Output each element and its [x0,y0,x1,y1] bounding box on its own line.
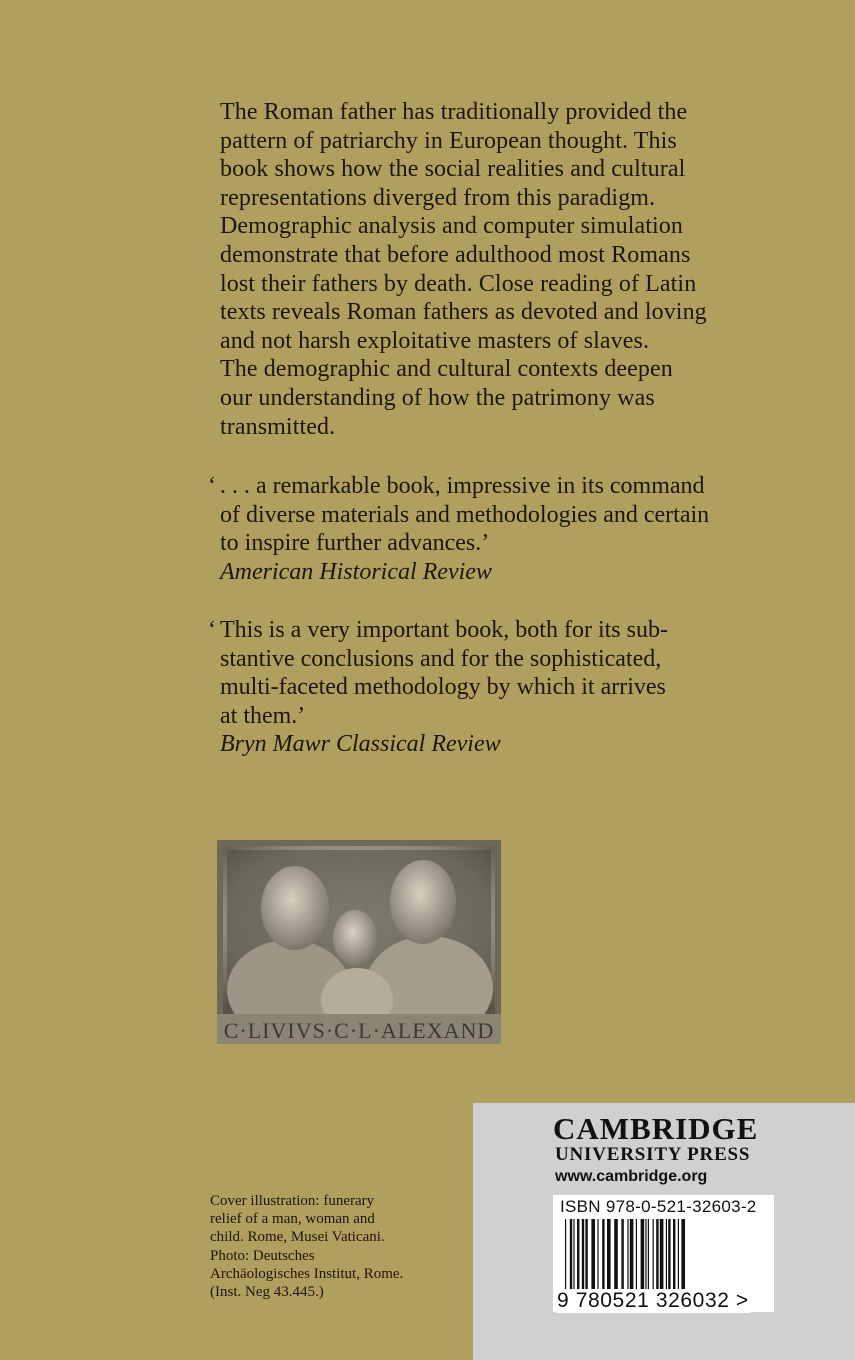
barcode-bar [666,1219,667,1291]
relief-illustration [217,840,501,1044]
review-source: American Historical Review [220,558,492,585]
review-quote-2 [208,616,760,759]
review-line: This is a very important book, both for its sub- [220,617,668,643]
barcode-bar [565,1219,566,1291]
publisher-panel [473,1103,855,1360]
cover-relief-photo [217,840,501,1044]
caption-line: (Inst. Neg 43.445.) [210,1284,324,1301]
cover-caption [210,1192,450,1301]
blurb-line: pattern of patriarchy in European thought. This [220,127,677,154]
barcode-bar [582,1219,584,1291]
review-line: to inspire further advances.’ [220,530,490,557]
caption-line: child. Rome, Musei Vaticani. [210,1229,385,1246]
woman-head [390,860,456,944]
barcode-bar [668,1219,670,1291]
barcode [553,1195,774,1312]
barcode-bar [656,1219,658,1291]
blurb-line: The demographic and cultural contexts deepen [220,356,673,383]
review-line: stantive conclusions and for the sophisticated, [220,645,662,672]
review-source: Bryn Mawr Classical Review [220,731,501,758]
barcode-bar [591,1219,595,1291]
review-line: at them.’ [220,702,306,729]
barcode-bar [678,1219,679,1291]
publisher-name: CAMBRIDGE [553,1111,759,1146]
man-head [261,866,329,950]
publisher-url: www.cambridge.org [555,1168,708,1185]
barcode-bar [673,1219,675,1291]
caption-line: Archäologisches Institut, Rome. [210,1265,404,1282]
blurb-line: texts reveals Roman fathers as devoted and loving [220,299,707,326]
barcode-bar [573,1219,574,1291]
blurb-line: our understanding of how the patrimony was [220,384,655,411]
barcode-bar [614,1219,618,1291]
barcode-bar [585,1219,587,1291]
quote-open-mark: ‘ [208,473,216,499]
blurb-line: transmitted. [220,413,336,440]
caption-line: Photo: Deutsches [210,1247,315,1264]
barcode-bar [636,1219,637,1291]
relief-inscription: C·LIVIVS·C·L·ALEXAND [223,1018,495,1043]
barcode-bar [570,1219,572,1291]
barcode-bar [660,1219,664,1291]
blurb-line: book shows how the social realities and cultural [220,156,686,183]
barcode-bar [641,1219,645,1291]
blurb-line: demonstrate that before adulthood most Romans [220,241,691,268]
barcode-bar [645,1219,646,1291]
review-quote-1 [208,472,760,586]
blurb-line: and not harsh exploitative masters of slaves. [220,327,650,354]
publisher-subtitle: UNIVERSITY PRESS [555,1144,751,1165]
barcode-bar [602,1219,604,1291]
barcode-bar [630,1219,634,1291]
review-line: . . . a remarkable book, impressive in its command [220,473,705,499]
caption-line: Cover illustration: funerary [210,1193,375,1209]
barcode-bar [621,1219,623,1291]
barcode-bar [681,1219,685,1291]
isbn-label: ISBN 978-0-521-32603-2 [560,1197,757,1216]
child-head [333,910,377,966]
blurb-line: lost their fathers by death. Close reading of Latin [220,270,697,297]
barcode-bar [577,1219,579,1291]
barcode-bar [607,1219,611,1291]
barcode-bar [653,1219,654,1291]
blurb [220,98,740,441]
barcode-bar [627,1219,628,1291]
ean-digits: 9 780521 326032 > [557,1289,749,1312]
blurb-line: representations diverged from this paradigm. [220,184,656,211]
caption-line: relief of a man, woman and [210,1211,375,1228]
review-line: of diverse materials and methodologies and certain [220,501,710,528]
barcode-bar [597,1219,598,1291]
blurb-line: Demographic analysis and computer simulation [220,213,683,240]
barcode-bar [648,1219,649,1291]
review-line: multi-faceted methodology by which it arrives [220,674,666,701]
blurb-line: The Roman father has traditionally provided the [220,99,688,125]
quote-open-mark: ‘ [208,617,216,643]
